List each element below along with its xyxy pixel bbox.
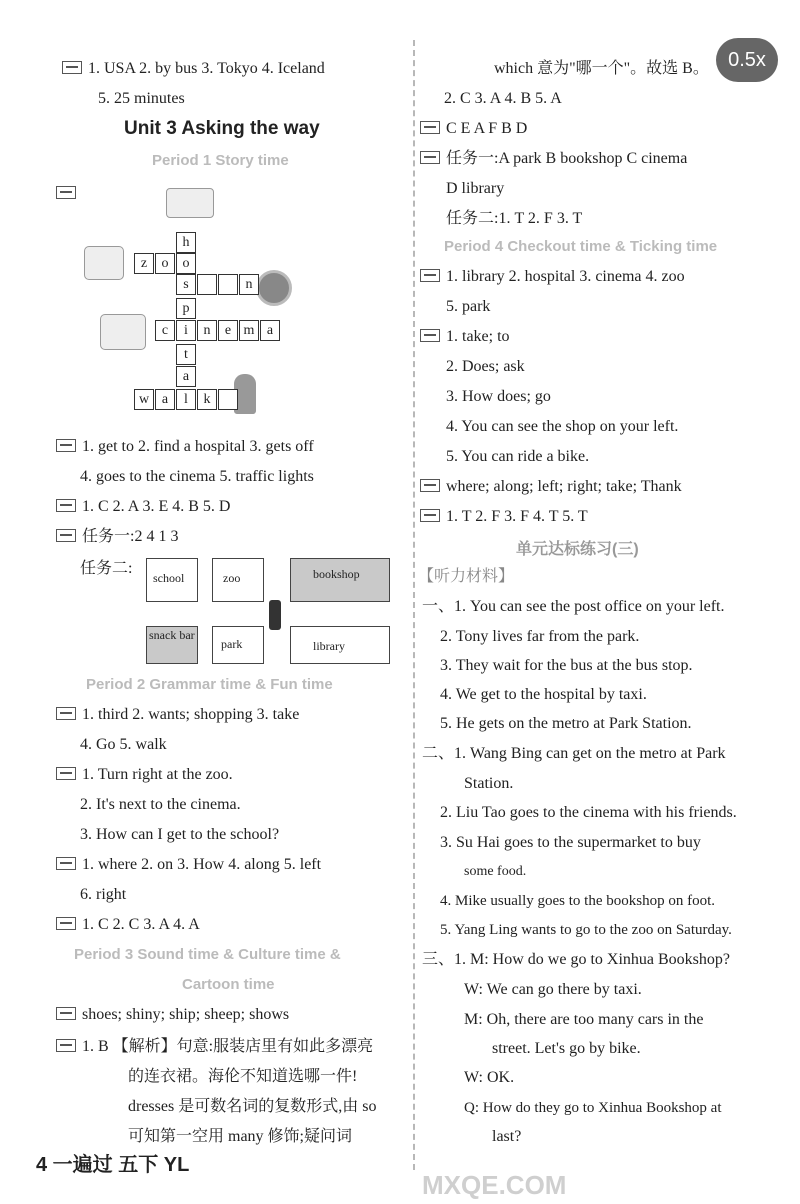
unit-test-heading: 单元达标练习(三) (516, 541, 639, 558)
section-marker-icon (420, 509, 440, 522)
section-marker-icon (56, 1039, 76, 1052)
answer-line: 任务二:1. T 2. F 3. T (446, 210, 583, 227)
answer-line: 2. Does; ask (446, 358, 525, 375)
answer-line: 1. get to 2. find a hospital 3. gets off (56, 436, 314, 458)
answer-line: 1. C 2. A 3. E 4. B 5. D (56, 496, 230, 518)
answer-line: 5. You can ride a bike. (446, 448, 590, 465)
crossword-cell: n (197, 320, 217, 341)
traffic-light-icon (269, 600, 281, 630)
map-school: school (146, 558, 198, 602)
answer-line: 1. take; to (420, 326, 510, 348)
script-line: 4. We get to the hospital by taxi. (440, 686, 647, 703)
section-marker-icon (56, 857, 76, 870)
section-marker-icon (420, 151, 440, 164)
crossword-cell: s (176, 274, 196, 295)
script-line: last? (492, 1128, 522, 1145)
section-marker-icon (56, 917, 76, 930)
crossword-cell: t (176, 344, 196, 365)
map-library: library (290, 626, 390, 664)
hospital-building-icon (166, 188, 214, 218)
crossword-cell: i (176, 320, 196, 341)
answer-line: dresses 是可数名词的复数形式,由 so (128, 1098, 377, 1115)
column-divider (413, 40, 415, 1170)
answer-line: 4. You can see the shop on your left. (446, 418, 679, 435)
crossword-cell: m (239, 320, 259, 341)
section-marker-icon (420, 121, 440, 134)
answer-line: 2. It's next to the cinema. (80, 796, 241, 813)
answer-line: 3. How does; go (446, 388, 551, 405)
crossword-cell: a (176, 366, 196, 387)
crossword-cell: a (260, 320, 280, 341)
crossword-cell: l (176, 389, 196, 410)
crossword-cell (197, 274, 217, 295)
crossword-cell (218, 274, 238, 295)
playback-speed-badge[interactable]: 0.5x (716, 38, 778, 82)
script-line: some food. (464, 864, 527, 879)
section-marker-icon (56, 499, 76, 512)
map-snack-bar: snack bar (146, 626, 198, 664)
answer-line: 的连衣裙。海伦不知道选哪一件! (128, 1068, 358, 1085)
period-heading: Cartoon time (182, 976, 275, 993)
answer-line: 1. USA 2. by bus 3. Tokyo 4. Iceland (62, 58, 325, 80)
section-marker-icon (56, 186, 76, 199)
script-line: W: We can go there by taxi. (464, 981, 642, 998)
crossword-cell: p (176, 298, 196, 319)
script-line: 5. He gets on the metro at Park Station. (440, 715, 692, 732)
answer-line: 1. library 2. hospital 3. cinema 4. zoo (420, 266, 685, 288)
answer-line: 1. T 2. F 3. F 4. T 5. T (420, 506, 588, 528)
task-label: 任务二: (80, 560, 133, 577)
section-marker-icon (420, 269, 440, 282)
script-line: Station. (464, 775, 514, 792)
section-marker-icon (56, 529, 76, 542)
unit-title: Unit 3 Asking the way (124, 118, 320, 139)
answer-line: where; along; left; right; take; Thank (420, 476, 682, 498)
answer-line: C E A F B D (420, 118, 527, 140)
answer-line: 1. where 2. on 3. How 4. along 5. left (56, 854, 321, 876)
period-heading: Period 1 Story time (152, 152, 289, 169)
answer-line: 任务一:A park B bookshop C cinema (420, 148, 687, 170)
script-line: 一、1. You can see the post office on your left. (422, 598, 725, 615)
answer-line: 任务一:2 4 1 3 (56, 526, 178, 548)
section-marker-icon (420, 479, 440, 492)
script-line: 5. Yang Ling wants to go to the zoo on Saturday. (440, 922, 732, 938)
section-marker-icon (56, 707, 76, 720)
script-line: W: OK. (464, 1069, 515, 1086)
script-line: 2. Tony lives far from the park. (440, 628, 640, 645)
script-line: M: Oh, there are too many cars in the (464, 1011, 704, 1028)
crossword-cell: o (155, 253, 175, 274)
answer-line: 4. goes to the cinema 5. traffic lights (80, 468, 314, 485)
answer-line: 1. third 2. wants; shopping 3. take (56, 704, 299, 726)
zoo-building-icon (84, 246, 124, 280)
crossword-cell: e (218, 320, 238, 341)
map-park: park (212, 626, 264, 664)
answer-line: 5. park (446, 298, 491, 315)
answer-line: 可知第一空用 many 修饰;疑问词 (128, 1128, 352, 1145)
script-line: 3. Su Hai goes to the supermarket to buy (440, 834, 701, 851)
map-zoo: zoo (212, 558, 264, 602)
script-line: 3. They wait for the bus at the bus stop. (440, 657, 693, 674)
listening-heading: 【听力材料】 (418, 568, 515, 585)
section-marker-icon (420, 329, 440, 342)
script-line: Q: How do they go to Xinhua Bookshop at (464, 1100, 722, 1116)
crossword-cell: n (239, 274, 259, 295)
crossword-cell: k (197, 389, 217, 410)
crossword-cell: h (176, 232, 196, 253)
answer-line: 1. B 【解析】句意:服装店里有如此多漂亮 (56, 1036, 373, 1058)
answer-line: 2. C 3. A 4. B 5. A (444, 90, 562, 107)
section-marker-icon (56, 439, 76, 452)
answer-line: 1. Turn right at the zoo. (56, 764, 233, 786)
crossword-cell: w (134, 389, 154, 410)
answer-line: 1. C 2. C 3. A 4. A (56, 914, 200, 936)
script-line: 三、1. M: How do we go to Xinhua Bookshop? (422, 951, 730, 968)
period-heading: Period 3 Sound time & Culture time & (74, 946, 341, 963)
crossword-cell: c (155, 320, 175, 341)
site-watermark: MXQE.COM (422, 1170, 567, 1200)
answer-line: 4. Go 5. walk (80, 736, 167, 753)
answer-line: shoes; shiny; ship; sheep; shows (56, 1004, 289, 1026)
script-line: 2. Liu Tao goes to the cinema with his friends. (440, 804, 737, 821)
page-footer: 4 一遍过 五下 YL (36, 1154, 190, 1176)
script-line: 二、1. Wang Bing can get on the metro at Park (422, 745, 726, 762)
script-line: street. Let's go by bike. (492, 1040, 641, 1057)
script-line: 4. Mike usually goes to the bookshop on foot. (440, 893, 715, 909)
period-heading: Period 2 Grammar time & Fun time (86, 676, 333, 693)
answer-line: 5. 25 minutes (98, 90, 185, 107)
period-heading: Period 4 Checkout time & Ticking time (444, 238, 718, 255)
crossword-cell: z (134, 253, 154, 274)
map-bookshop: bookshop (290, 558, 390, 602)
answer-line: 6. right (80, 886, 127, 903)
section-marker-icon (56, 1007, 76, 1020)
crossword-cell: a (155, 389, 175, 410)
cinema-building-icon (100, 314, 146, 350)
section-marker-icon (62, 61, 82, 74)
crossword-cell (218, 389, 238, 410)
answer-line: which 意为"哪一个"。故选 B。 (494, 60, 709, 77)
section-marker-icon (56, 767, 76, 780)
answer-line: 3. How can I get to the school? (80, 826, 280, 843)
sun-icon (256, 270, 292, 306)
answer-line: D library (446, 180, 505, 197)
crossword-cell: o (176, 253, 196, 274)
